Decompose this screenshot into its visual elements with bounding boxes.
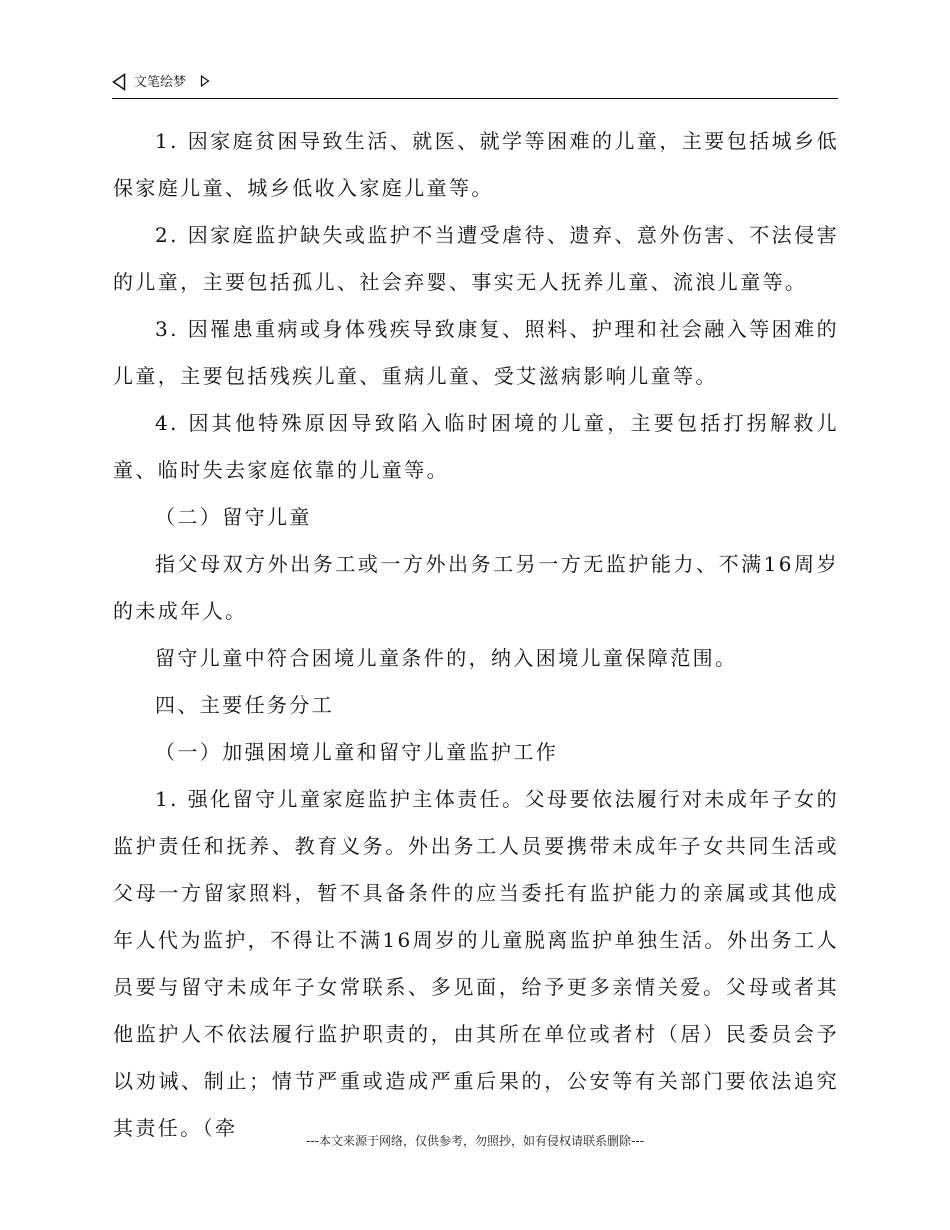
header-title: 文笔绘梦 (134, 75, 187, 90)
section-heading-main-tasks: 四、主要任务分工 (155, 693, 335, 717)
section-heading-left-behind-children: （二）留守儿童 (155, 505, 312, 529)
list-item-illness-disability: 3. 因罹患重病或身体残疾导致康复、照料、护理和社会融入等困难的儿童，主要包括残疾儿童、重病儿童、受艾滋病影响儿童等。 (113, 317, 839, 388)
document-body (113, 118, 839, 1152)
triangle-right-outline-icon (200, 75, 210, 87)
list-item-special-causes: 4. 因其他特殊原因导致陷入临时困境的儿童，主要包括打拐解救儿童、临时失去家庭依靠的儿童等。 (113, 411, 839, 482)
scope-paragraph: 留守儿童中符合困境儿童条件的，纳入困境儿童保障范围。 (155, 646, 738, 670)
page-header (112, 72, 838, 99)
page-footer: ---本文来源于网络，仅供参考，勿照抄，如有侵权请联系删除--- (306, 1134, 644, 1148)
triangle-left-outline-icon (112, 73, 126, 91)
subsection-heading-guardianship-work: （一）加强困境儿童和留守儿童监护工作 (155, 740, 559, 764)
definition-paragraph: 指父母双方外出务工或一方外出务工另一方无监护能力、不满16周岁的未成年人。 (113, 552, 839, 623)
task-paragraph-family-responsibility: 1. 强化留守儿童家庭监护主体责任。父母要依法履行对未成年子女的监护责任和抚养、教育义务。外出务工人员要携带未成年子女共同生活或父母一方留家照料，暂不具备条件的应当委托有监护能力的亲属或其他成年人代为监护，不得让不满16周岁的儿童脱离监护单独生活。外出务工人员要与留守未成年子女常联系、多见面，给予更多亲情关爱。父母或者其他监护人不依法履行监护职责的，由其所在单位或者村（居）民委员会予以劝诫、制止；情节严重或造成严重后果的，公安等有关部门要依法追究其责任。（牵 (113, 787, 839, 1140)
list-item-poverty: 1. 因家庭贫困导致生活、就医、就学等困难的儿童，主要包括城乡低保家庭儿童、城乡低收入家庭儿童等。 (113, 129, 839, 200)
list-item-guardianship: 2. 因家庭监护缺失或监护不当遭受虐待、遗弃、意外伤害、不法侵害的儿童，主要包括孤儿、社会弃婴、事实无人抚养儿童、流浪儿童等。 (113, 223, 839, 294)
